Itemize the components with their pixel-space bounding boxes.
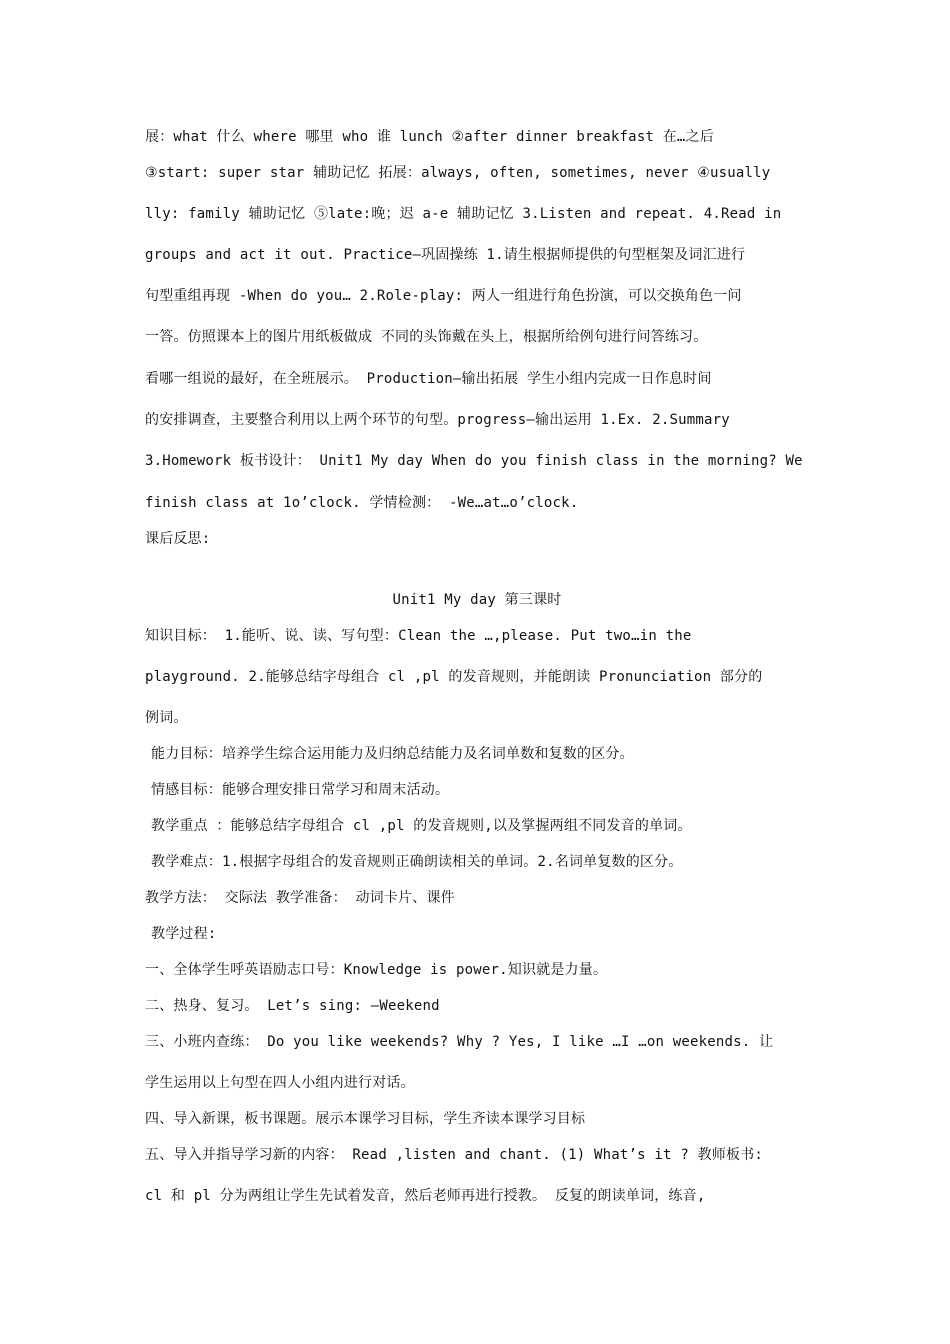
step-line: cl 和 pl 分为两组让学生先试着发音，然后老师再进行授教。 反复的朗读单词，练音, [145,1188,706,1204]
step-line: 学生运用以上句型在四人小组内进行对话。 [145,1075,415,1091]
lesson-title: Unit1 My day 第三课时 [392,592,562,608]
text-line: 看哪一组说的最好，在全班展示。 Production—输出拓展 学生小组内完成一日作息时间 [145,371,712,387]
text-line: 一答。仿照课本上的图片用纸板做成 不同的头饰戴在头上，根据所给例句进行问答练习。 [145,329,708,345]
ability-goal: 能力目标：培养学生综合运用能力及归纳总结能力及名词单数和复数的区分。 [151,746,634,762]
text-line: 3.Homework 板书设计： Unit1 My day When do you finish class in the morning? We [145,453,803,469]
text-line: lly: family 辅助记忆 ⑤late:晚；迟 a-e 辅助记忆 3.Listen and repeat. 4.Read in [145,206,782,222]
knowledge-goal-line: 知识目标： 1.能听、说、读、写句型：Clean the …,please. Put two…in the [145,628,692,644]
difficult-point: 教学难点：1.根据字母组合的发音规则正确朗读相关的单词。2.名词单复数的区分。 [151,854,683,870]
step-line: 四、导入新课，板书课题。展示本课学习目标，学生齐读本课学习目标 [145,1111,586,1127]
emotion-goal: 情感目标：能够合理安排日常学习和周末活动。 [151,782,450,798]
knowledge-goal-line: playground. 2.能够总结字母组合 cl ,pl 的发音规则，并能朗读 Pronunciation 部分的 [145,669,763,685]
text-line: 的安排调查，主要整合利用以上两个环节的句型。progress—输出运用 1.Ex. 2.Summary [145,412,730,428]
process-label: 教学过程: [151,926,217,942]
teaching-method: 教学方法： 交际法 教学准备： 动词卡片、课件 [145,890,455,906]
text-line: ③start: super star 辅助记忆 拓展：always, often, sometimes, never ④usually [145,165,771,181]
text-line: groups and act it out. Practice—巩固操练 1.请生根据师提供的句型框架及词汇进行 [145,247,746,263]
reflection-label: 课后反思: [145,531,211,547]
step-line: 三、小班内查练： Do you like weekends? Why ? Yes, I like …I …on weekends. 让 [145,1034,774,1050]
text-line: finish class at 1o’clock. 学情检测： -We…at…o’clock. [145,495,579,511]
text-line: 展：what 什么 where 哪里 who 谁 lunch ②after dinner breakfast 在…之后 [145,129,714,145]
text-line: 句型重组再现 -When do you… 2.Role-play: 两人一组进行角色扮演，可以交换角色一问 [145,288,742,304]
step-line: 一、全体学生呼英语励志口号：Knowledge is power.知识就是力量。 [145,962,608,978]
step-line: 五、导入并指导学习新的内容： Read ,listen and chant. (1) What’s it ? 教师板书: [145,1147,764,1163]
knowledge-goal-line: 例词。 [145,710,188,726]
step-line: 二、热身、复习。 Let’s sing: —Weekend [145,998,440,1014]
key-point: 教学重点 ：能够总结字母组合 cl ,pl 的发音规则,以及掌握两组不同发音的单词。 [151,818,692,834]
